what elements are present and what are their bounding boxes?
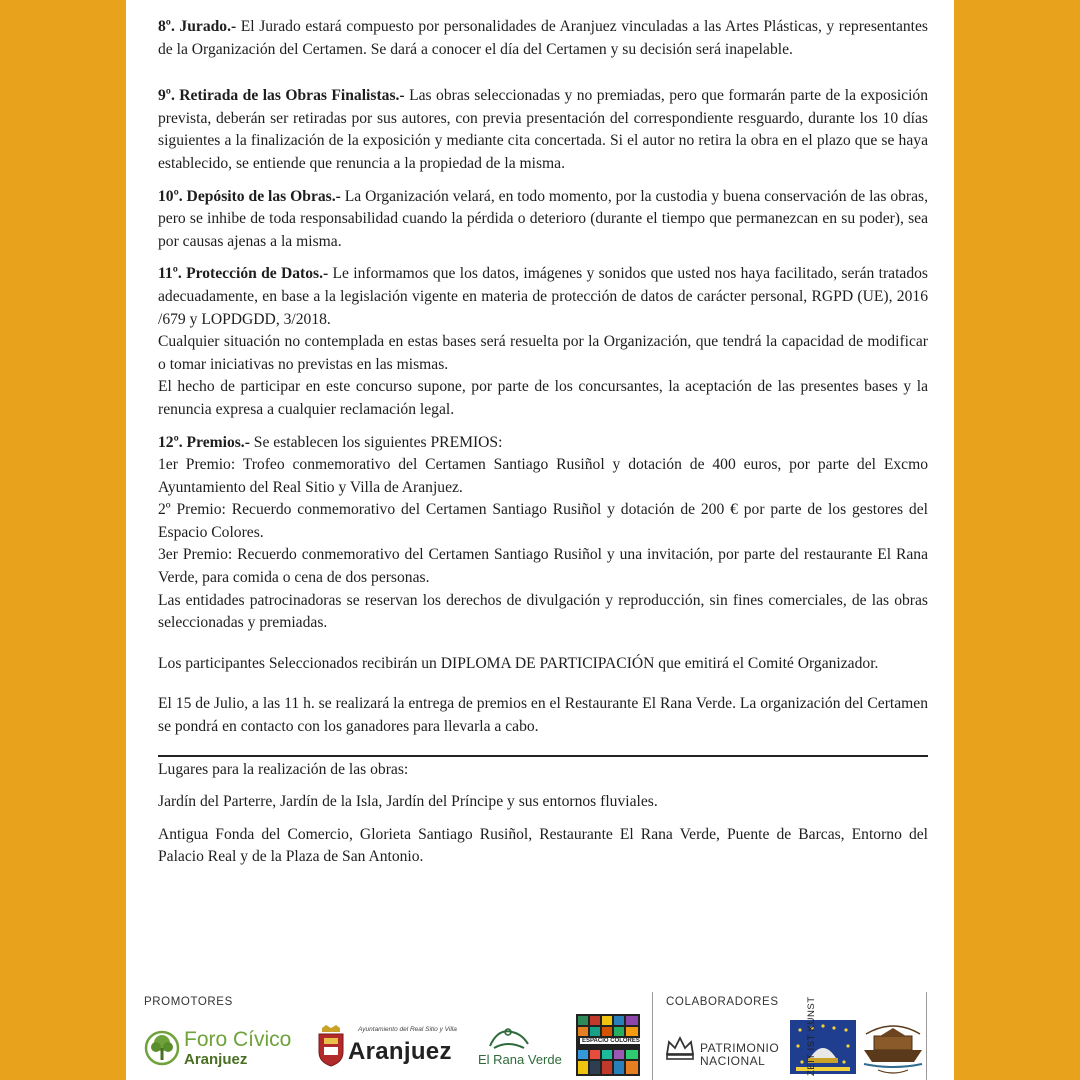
- places-gardens: Jardín del Parterre, Jardín de la Isla, Jardín del Príncipe y sus entornos fluviales.: [158, 793, 658, 811]
- rana-verde-name: El Rana Verde: [478, 1052, 562, 1067]
- prize-3: 3er Premio: Recuerdo conmemorativo del Certamen Santiago Rusiñol y una invitación, por parte del restaurante El Rana Verde, para comida o cena de dos personas.: [158, 546, 928, 587]
- sponsors-footer: [126, 990, 954, 1080]
- coat-of-arms-icon: [316, 1024, 346, 1068]
- ayuntamiento-name: Aranjuez: [348, 1038, 452, 1065]
- crown-icon: [664, 1034, 696, 1062]
- section-8: [158, 16, 928, 61]
- divider-line: [158, 755, 928, 757]
- section-11-paragraph-2: Cualquier situación no contemplada en estas bases será resuelta por la Organización, que tendrá la capacidad de modificar o tomar iniciativas no previstas en las mismas.: [158, 333, 928, 373]
- footer-separator: [652, 992, 653, 1080]
- section-12-heading: 12º. Premios.-: [158, 433, 250, 451]
- footer-separator-right: [926, 992, 927, 1080]
- ceremony-paragraph: El 15 de Julio, a las 11 h. se realizará la entrega de premios en el Restaurante El Rana Verde. La organización del Certamen se pondrá en contacto con los ganadores para llevarla a cabo.: [158, 695, 928, 736]
- section-8-heading: 8º. Jurado.-: [158, 18, 237, 35]
- section-9-heading: 9º. Retirada de las Obras Finalistas.-: [158, 87, 405, 105]
- patrimonio-line-2: NACIONAL: [700, 1054, 766, 1068]
- section-10-heading: 10º. Depósito de las Obras.-: [158, 187, 341, 205]
- section-9-text: Las obras seleccionadas y no premiadas, pero que formarán parte de la exposición prevista, deberán ser retiradas por sus autores, con previa presentación del correspondiente resguardo, durante los 10 días siguientes a la finalización de la exposición y mediante cita concertada. Si el autor no retira la obra en el plazo que se haya establecido, se entiende que renuncia a la propiedad de la misma.: [158, 87, 929, 172]
- foro-civico-wordmark: [184, 1030, 291, 1070]
- document-page: [126, 0, 954, 1080]
- rana-verde-logo: [478, 1022, 570, 1074]
- document-body: [158, 16, 928, 869]
- foro-civico-name: Foro Cívico: [184, 1028, 292, 1051]
- patrimonio-line-1: PATRIMONIO: [700, 1041, 780, 1055]
- espacio-colores-logo: [576, 1014, 640, 1076]
- section-11-paragraph-3: El hecho de participar en este concurso supone, por parte de los concursantes, la aceptación de las presentes bases y la renuncia expresa a cualquier reclamación legal.: [158, 378, 928, 418]
- frog-logo-icon: [486, 1022, 532, 1052]
- tree-logo-icon: [144, 1028, 180, 1068]
- foro-civico-logo: [144, 1028, 314, 1072]
- patrimonio-nacional-wordmark: [700, 1042, 779, 1068]
- patrimonio-nacional-logo: [664, 1030, 788, 1068]
- section-10: [158, 186, 928, 254]
- sponsor-rights: Las entidades patrocinadoras se reservan los derechos de divulgación y reproducción, sin fines comerciales, de las obras seleccionadas y premiadas.: [158, 591, 928, 632]
- promotores-label: PROMOTORES: [144, 996, 233, 1008]
- mosaic-grid-icon: [576, 1014, 640, 1076]
- section-9: [158, 85, 928, 175]
- ayuntamiento-subtitle: Ayuntamiento del Real Sitio y Villa: [358, 1026, 457, 1033]
- arca-logo: [860, 1018, 926, 1076]
- ayuntamiento-logo: [316, 1024, 466, 1070]
- foro-civico-city: Aranjuez: [184, 1051, 248, 1068]
- colaboradores-label: COLABORADORES: [666, 996, 779, 1008]
- section-12-text: Se establecen los siguientes PREMIOS:: [249, 433, 503, 451]
- section-10-text: La Organización velará, en todo momento, por la custodia y buena conservación de las obras, pero se inhibe de toda responsabilidad cuando la pérdida o deterioro (durante el tiempo que permanezcan en su poder), sea por causas ajenas a la misma.: [158, 187, 928, 250]
- espacio-colores-name: ESPACIO COLORES: [582, 1038, 640, 1044]
- places-landmarks: Antigua Fonda del Comercio, Glorieta Santiago Rusiñol, Restaurante El Rana Verde, Puente de Barcas, Entorno del Palacio Real y de la Plaza de San Antonio.: [158, 825, 928, 866]
- section-11: [158, 263, 928, 331]
- section-8-text: El Jurado estará compuesto por personalidades de Aranjuez vinculadas a las Artes Plásticas, y representantes de la Organización del Certamen. Se dará a conocer el día del Certamen y su decisión será inapelable.: [158, 18, 928, 58]
- diploma-paragraph: Los participantes Seleccionados recibirán un DIPLOMA DE PARTICIPACIÓN que emitirá el Comité Organizador.: [158, 654, 879, 672]
- section-12: [158, 432, 928, 455]
- prize-2: 2º Premio: Recuerdo conmemorativo del Certamen Santiago Rusiñol y dotación de 200 € por parte de los gestores del Espacio Colores.: [158, 501, 928, 541]
- places-title: Lugares para la realización de las obras:: [158, 760, 409, 778]
- prize-1: 1er Premio: Trofeo conmemorativo del Certamen Santiago Rusiñol y dotación de 400 euros, por parte del Excmo Ayuntamiento del Real Sitio y Villa de Aranjuez.: [158, 456, 928, 496]
- ark-boat-emblem-icon: [860, 1018, 926, 1076]
- section-11-text: Le informamos que los datos, imágenes y sonidos que usted nos haya facilitado, serán tratados adecuadamente, en base a la legislación vigente en materia de protección de datos de carácter personal, RGPD (UE), 2016 /679 y LOPDGDD, 3/2018.: [158, 265, 928, 328]
- zeit-ist-kunst-logo: ZEIT IST KUNST: [806, 996, 817, 1076]
- section-11-heading: 11º. Protección de Datos.-: [158, 265, 329, 283]
